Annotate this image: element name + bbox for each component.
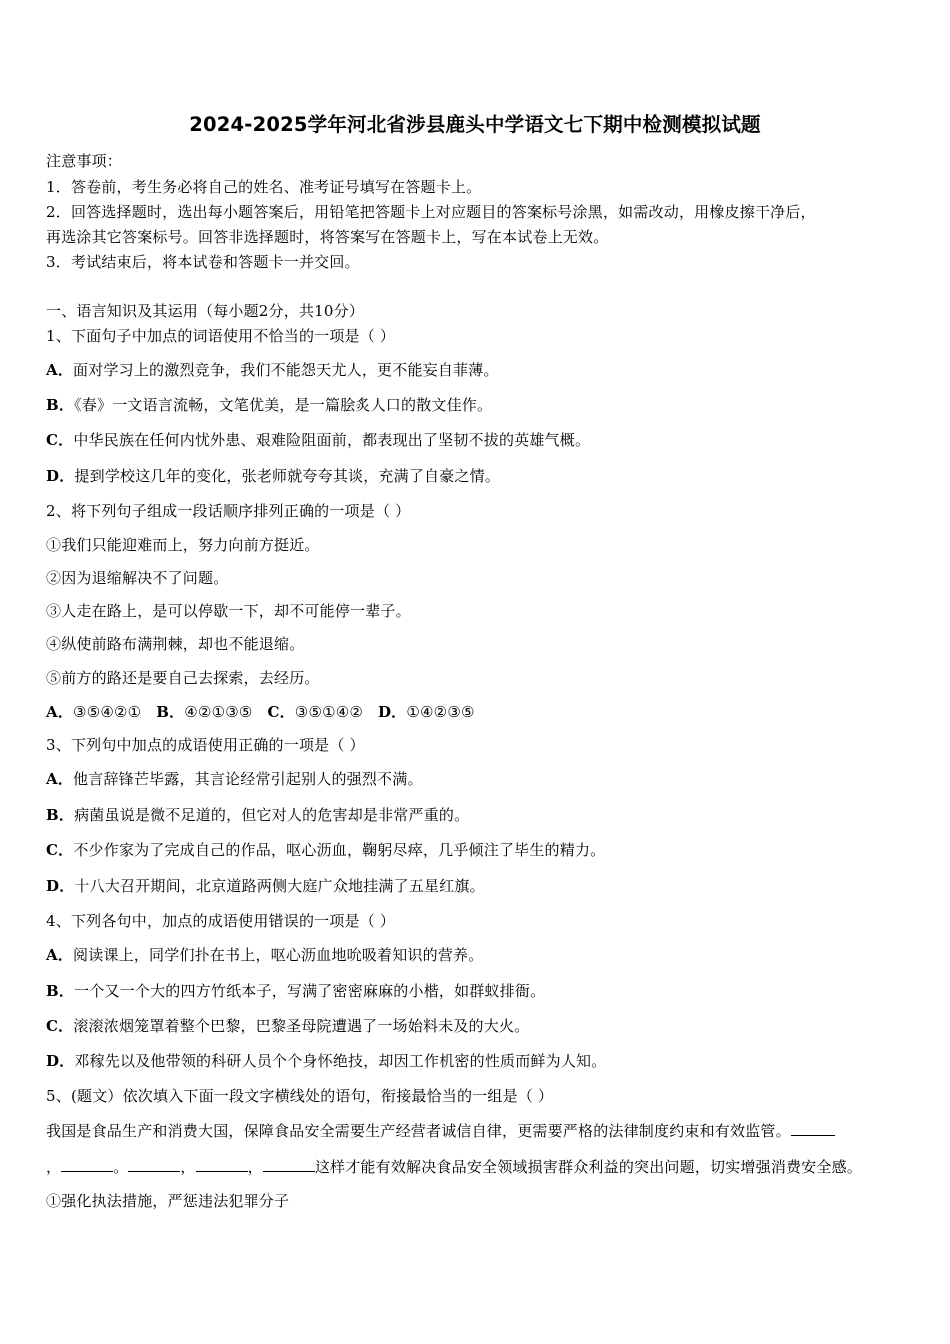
- option-text: ①④②③⑤: [406, 703, 475, 721]
- fill-blank: [791, 1121, 835, 1136]
- q3-stem: 3、下列句中加点的成语使用正确的一项是（ ）: [46, 736, 365, 754]
- option-label: A．: [46, 703, 74, 721]
- q4-option-d: [46, 1051, 606, 1071]
- q3-option-c: [46, 840, 605, 860]
- page-title: 2024-2025学年河北省涉县鹿头中学语文七下期中检测模拟试题: [189, 113, 761, 136]
- option-label: C．: [46, 841, 74, 859]
- fill-blank: [263, 1157, 315, 1172]
- option-text: 滚滚浓烟笼罩着整个巴黎，巴黎圣母院遭遇了一场始料未及的大火。: [73, 1017, 530, 1035]
- q5-paragraph-continued: [46, 1157, 862, 1177]
- option-text: ④②①③⑤: [184, 703, 253, 721]
- option-label: D．: [377, 703, 407, 721]
- option-label: D．: [46, 1052, 75, 1070]
- fill-blank: [128, 1157, 180, 1172]
- option-text: ③⑤①④②: [294, 703, 364, 721]
- option-text: 面对学习上的激烈竞争，我们不能怨天尤人，更不能妄自菲薄。: [73, 361, 499, 379]
- q1-option-b: [46, 395, 492, 415]
- q5-option-1: ①强化执法措施，严惩违法犯罪分子: [46, 1192, 290, 1210]
- notice-heading: 注意事项：: [46, 152, 123, 170]
- q4-option-c: [46, 1016, 529, 1036]
- option-text: 《春》一文语言流畅，文笔优美，是一篇脍炙人口的散文佳作。: [74, 396, 493, 414]
- q4-option-b: [46, 981, 545, 1001]
- q4-stem: 4、下列各句中，加点的成语使用错误的一项是（ ）: [46, 912, 396, 930]
- punctuation: ，: [46, 1158, 62, 1176]
- section-heading: 一、语言知识及其运用（每小题2分，共10分）: [46, 302, 365, 320]
- option-text: 一个又一个大的四方竹纸本子，写满了密密麻麻的小楷，如群蚁排衙。: [74, 982, 546, 1000]
- option-text: 邓稼先以及他带领的科研人员个个身怀绝技，却因工作机密的性质而鲜为人知。: [74, 1052, 607, 1070]
- punctuation: ，: [247, 1158, 263, 1176]
- option-text: ③⑤④②①: [73, 703, 142, 721]
- notice-item: 2．回答选择题时，选出每小题答案后，用铅笔把答题卡上对应题目的答案标号涂黑，如需改动，用橡皮擦干净后，: [46, 203, 816, 221]
- fill-blank: [196, 1157, 248, 1172]
- q1-option-c: [46, 430, 590, 450]
- option-label: C．: [46, 1017, 74, 1035]
- option-label: A．: [46, 946, 74, 964]
- option-text: 病菌虽说是微不足道的，但它对人的危害却是非常严重的。: [74, 806, 470, 824]
- notice-item: 再选涂其它答案标号。回答非选择题时，将答案写在答题卡上，写在本试卷上无效。: [46, 228, 609, 246]
- notice-item: 1．答卷前，考生务必将自己的姓名、准考证号填写在答题卡上。: [46, 178, 482, 196]
- q1-option-a: [46, 360, 499, 380]
- option-text: 十八大召开期间，北京道路两侧大庭广众地挂满了五星红旗。: [74, 877, 485, 895]
- option-text: 提到学校这几年的变化，张老师就夸夸其谈，充满了自豪之情。: [74, 467, 501, 485]
- fill-blank: [61, 1157, 113, 1172]
- q2-sentence: ⑤前方的路还是要自己去探索，去经历。: [46, 669, 320, 687]
- option-label: B．: [46, 806, 75, 824]
- q3-option-a: [46, 769, 423, 789]
- option-text: 他言辞锋芒毕露，其言论经常引起别人的强烈不满。: [73, 770, 423, 788]
- q3-option-d: [46, 876, 485, 896]
- option-label: B．: [156, 703, 185, 721]
- option-label: C．: [267, 703, 295, 721]
- option-label: B．: [46, 396, 75, 414]
- option-label: D．: [46, 877, 75, 895]
- q2-sentence: ③人走在路上，是可以停歇一下，却不可能停一辈子。: [46, 602, 411, 620]
- option-label: B．: [46, 982, 75, 1000]
- q1-stem: 1、下面句子中加点的词语使用不恰当的一项是（ ）: [46, 327, 396, 345]
- q2-sentence: ①我们只能迎难而上，努力向前方挺近。: [46, 536, 320, 554]
- q2-sentence: ②因为退缩解决不了问题。: [46, 569, 229, 587]
- paragraph-text: 这样才能有效解决食品安全领域损害群众利益的突出问题，切实增强消费安全感。: [314, 1158, 863, 1176]
- notice-item: 3．考试结束后，将本试卷和答题卡一并交回。: [46, 253, 360, 271]
- option-label: D．: [46, 467, 75, 485]
- paragraph-text: 我国是食品生产和消费大国，保障食品安全需要生产经营者诚信自律，更需要严格的法律制度约束和有效监管。: [46, 1122, 791, 1140]
- q2-stem: 2、将下列句子组成一段话顺序排列正确的一项是（ ）: [46, 502, 411, 520]
- option-label: C．: [46, 431, 74, 449]
- q4-option-a: [46, 945, 483, 965]
- option-text: 阅读课上，同学们扑在书上，呕心沥血地吮吸着知识的营养。: [73, 946, 484, 964]
- punctuation: ，: [180, 1158, 196, 1176]
- punctuation: 。: [113, 1158, 129, 1176]
- q5-stem: 5、(题文）依次填入下面一段文字横线处的语句，衔接最恰当的一组是（ ）: [46, 1087, 554, 1105]
- q1-option-d: [46, 466, 500, 486]
- option-text: 不少作家为了完成自己的作品，呕心沥血，鞠躬尽瘁，几乎倾注了毕生的精力。: [73, 841, 606, 859]
- q2-sentence: ④纵使前路布满荆棘，却也不能退缩。: [46, 635, 305, 653]
- option-label: A．: [46, 361, 74, 379]
- q3-option-b: [46, 805, 469, 825]
- option-text: 中华民族在任何内忧外患、艰难险阻面前，都表现出了坚韧不拔的英雄气概。: [73, 431, 591, 449]
- q2-options: [46, 702, 475, 722]
- q5-paragraph: [46, 1121, 835, 1141]
- option-label: A．: [46, 770, 74, 788]
